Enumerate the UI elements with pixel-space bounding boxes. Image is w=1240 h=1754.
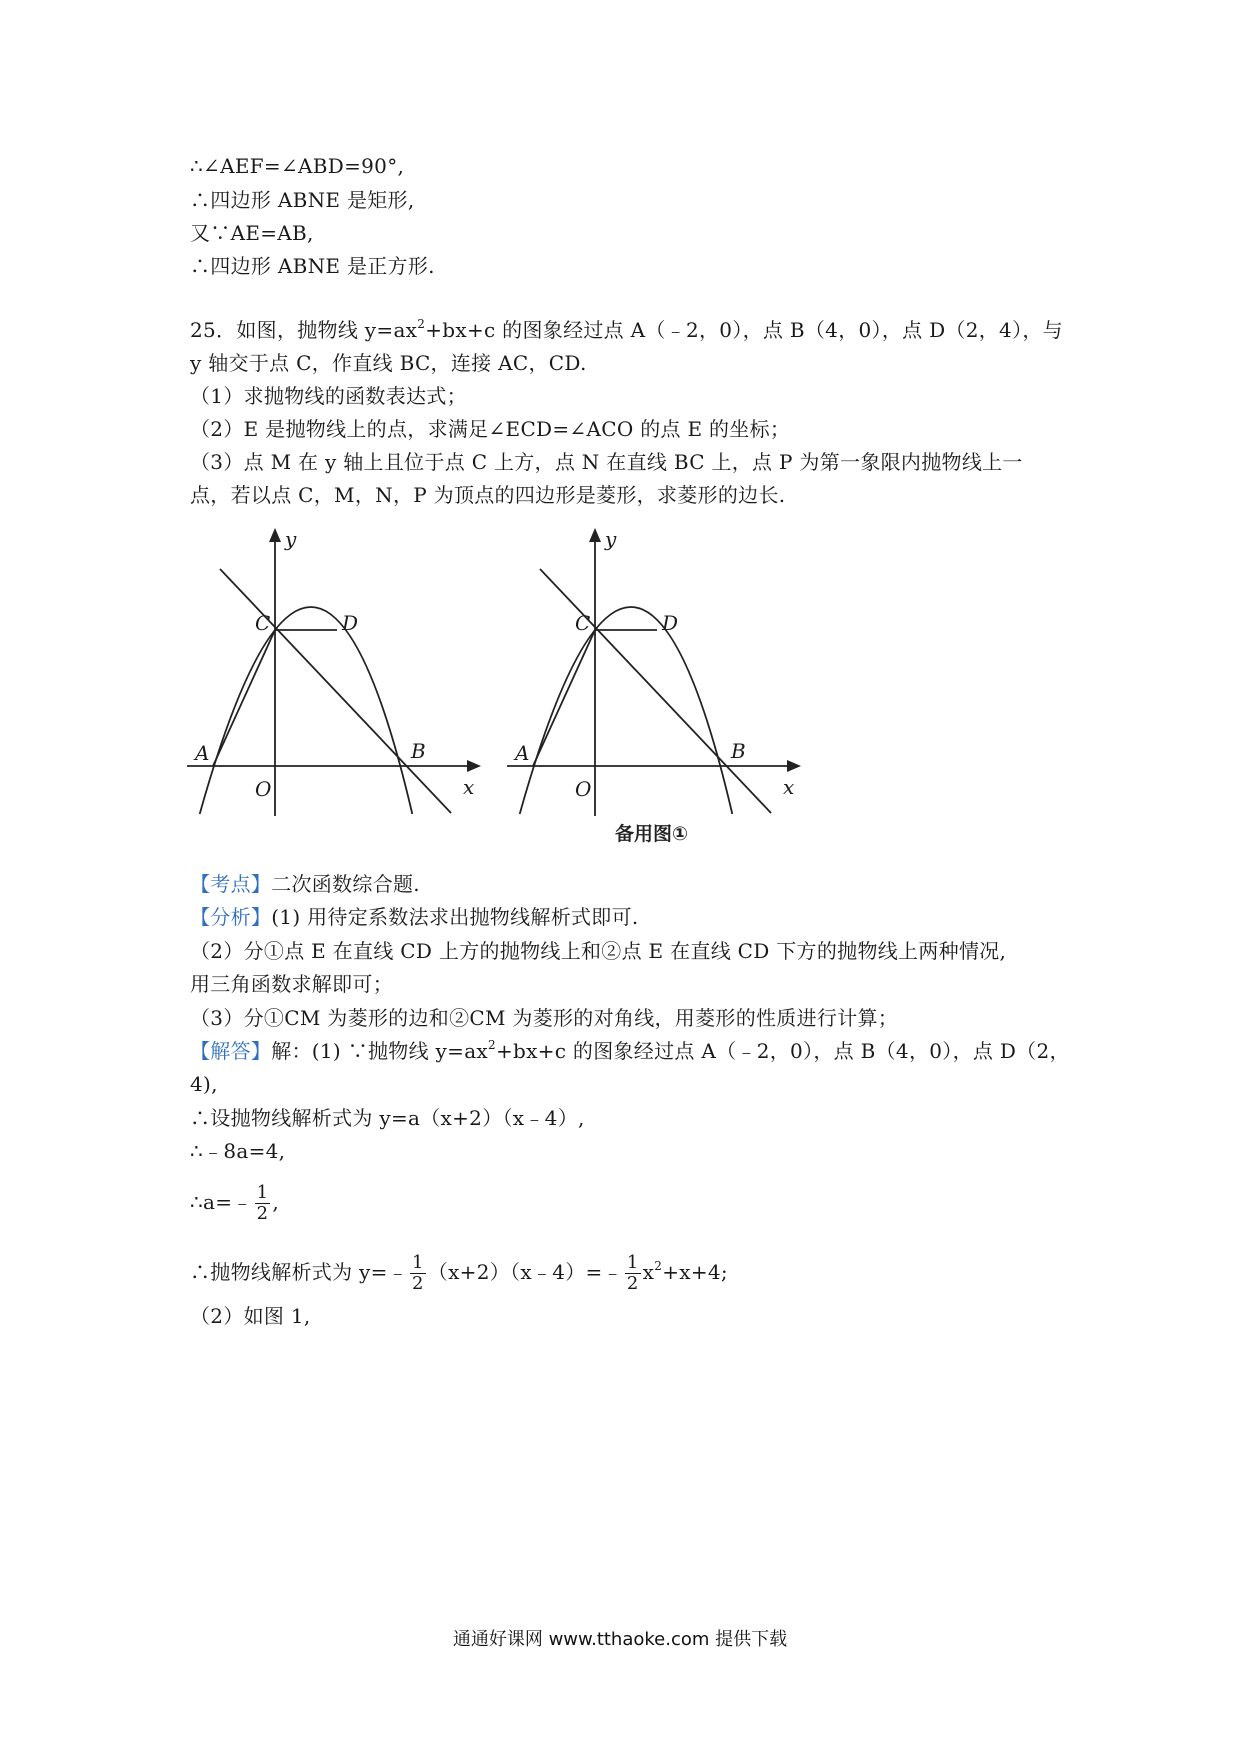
solution-line-6 bbox=[190, 1250, 728, 1294]
superscript: 2 bbox=[488, 1038, 496, 1052]
label-x: x bbox=[463, 775, 475, 799]
parabola-diagram-spare bbox=[505, 518, 805, 848]
fraction bbox=[255, 1183, 271, 1224]
fenxi-text: (1) 用待定系数法求出抛物线解析式即可. bbox=[271, 905, 639, 929]
solution-line-5 bbox=[190, 1180, 279, 1224]
figure-spare bbox=[505, 518, 805, 848]
solution-text: （x+2）（x﹣4）=﹣ bbox=[427, 1260, 623, 1284]
kaodian-tag: 【考点】 bbox=[190, 872, 272, 896]
proof-line-4: ∴四边形 ABNE 是正方形. bbox=[190, 254, 435, 278]
problem-line-2: y 轴交于点 C，作直线 BC，连接 AC，CD. bbox=[190, 351, 587, 375]
solution-text: 解：(1) ∵抛物线 y=ax bbox=[271, 1039, 489, 1063]
fraction-numerator: 1 bbox=[412, 1252, 424, 1273]
fraction-numerator: 1 bbox=[256, 1182, 269, 1203]
fenxi-line-2: （2）分①点 E 在直线 CD 上方的抛物线上和②点 E 在直线 CD 下方的抛物线上两种情况, bbox=[190, 939, 1007, 963]
label-y: y bbox=[605, 527, 617, 551]
fraction bbox=[625, 1253, 641, 1294]
superscript: 2 bbox=[654, 1259, 663, 1273]
parabola-curve bbox=[200, 607, 413, 814]
page-footer: 通通好课网 www.tthaoke.com 提供下载 bbox=[452, 1629, 788, 1650]
label-x: x bbox=[783, 775, 795, 799]
fraction bbox=[410, 1253, 426, 1294]
kaodian-line bbox=[190, 870, 420, 898]
label-a: A bbox=[195, 741, 210, 765]
proof-line-3: 又∵AE=AB, bbox=[190, 221, 314, 245]
label-o: O bbox=[575, 777, 592, 801]
figure-main bbox=[185, 518, 485, 848]
fenxi-line-3: 用三角函数求解即可； bbox=[190, 972, 393, 996]
kaodian-text: 二次函数综合题. bbox=[271, 872, 420, 896]
fenxi-line-1 bbox=[190, 903, 639, 931]
solution-tag: 【解答】 bbox=[190, 1039, 272, 1063]
solution-line-3: ∴设抛物线解析式为 y=a（x+2）（x﹣4）, bbox=[190, 1106, 585, 1130]
solution-line-7: （2）如图 1, bbox=[190, 1304, 311, 1328]
x-axis-arrow-icon bbox=[467, 760, 481, 772]
x-axis-arrow-icon bbox=[787, 760, 801, 772]
label-b: B bbox=[731, 739, 746, 763]
segment-ac bbox=[533, 630, 595, 766]
label-a: A bbox=[515, 741, 530, 765]
solution-line-4: ∴﹣8a=4, bbox=[190, 1139, 286, 1163]
solution-text: , bbox=[272, 1190, 280, 1214]
y-axis-arrow-icon bbox=[269, 528, 281, 542]
label-c: C bbox=[575, 611, 591, 635]
fraction-denominator: 2 bbox=[256, 1203, 269, 1224]
label-o: O bbox=[255, 777, 272, 801]
superscript: 2 bbox=[417, 317, 426, 331]
segment-ac bbox=[213, 630, 275, 766]
question-2: （2）E 是抛物线上的点，求满足∠ECD=∠ACO 的点 E 的坐标； bbox=[190, 417, 791, 441]
label-d: D bbox=[662, 611, 679, 635]
parabola-diagram bbox=[185, 518, 485, 848]
solution-text: x bbox=[642, 1260, 655, 1284]
y-axis-arrow-icon bbox=[589, 528, 601, 542]
solution-text: +bx+c 的图象经过点 A（﹣2，0），点 B（4，0），点 D（2， bbox=[495, 1039, 1070, 1063]
fraction-numerator: 1 bbox=[626, 1252, 639, 1273]
figure-caption: 备用图① bbox=[615, 823, 689, 845]
solution-line-2: 4), bbox=[190, 1072, 218, 1096]
problem-text: 25．如图，抛物线 y=ax bbox=[190, 318, 418, 342]
question-1: （1）求抛物线的函数表达式； bbox=[190, 384, 467, 408]
proof-line-1: ∴∠AEF=∠ABD=90°, bbox=[190, 154, 405, 178]
label-y: y bbox=[285, 527, 297, 551]
solution-text: ∴抛物线解析式为 y=﹣ bbox=[190, 1260, 409, 1284]
fraction-denominator: 2 bbox=[412, 1273, 424, 1294]
solution-text: ∴a=﹣ bbox=[190, 1190, 253, 1214]
label-b: B bbox=[411, 739, 426, 763]
fraction-denominator: 2 bbox=[626, 1273, 639, 1294]
fenxi-tag: 【分析】 bbox=[190, 905, 272, 929]
question-3-line-2: 点，若以点 C，M，N，P 为顶点的四边形是菱形，求菱形的边长. bbox=[190, 483, 786, 507]
fenxi-line-4: （3）分①CM 为菱形的边和②CM 为菱形的对角线，用菱形的性质进行计算； bbox=[190, 1006, 899, 1030]
solution-text: +x+4; bbox=[662, 1260, 728, 1284]
solution-line-1 bbox=[190, 1037, 1070, 1065]
label-c: C bbox=[255, 611, 271, 635]
problem-line-1 bbox=[190, 316, 1063, 344]
problem-text: +bx+c 的图象经过点 A（﹣2，0），点 B（4，0），点 D（2，4），与 bbox=[425, 318, 1063, 342]
question-3-line-1: （3）点 M 在 y 轴上且位于点 C 上方，点 N 在直线 BC 上，点 P 为第一象限内抛物线上一 bbox=[190, 450, 1023, 474]
parabola-curve bbox=[520, 607, 733, 814]
proof-line-2: ∴四边形 ABNE 是矩形, bbox=[190, 188, 415, 212]
label-d: D bbox=[342, 611, 359, 635]
